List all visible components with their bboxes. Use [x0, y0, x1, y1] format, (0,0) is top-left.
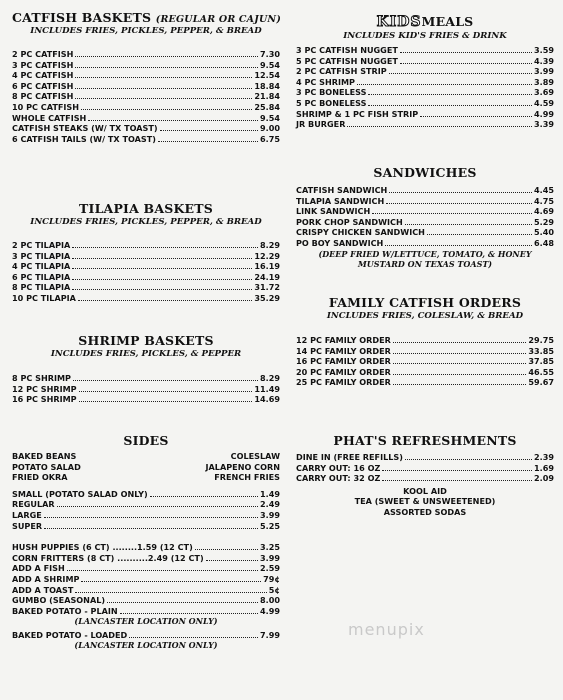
item-name: CARRY OUT: 16 OZ	[296, 462, 381, 473]
side-option-row	[12, 451, 280, 462]
item-name: ADD A SHRIMP	[12, 573, 80, 584]
refreshments-section	[296, 433, 554, 518]
item-price: 1.49	[260, 488, 280, 499]
dot-leader	[75, 88, 252, 89]
item-name: WHOLE CATFISH	[12, 112, 87, 123]
dot-leader	[73, 380, 258, 381]
menu-item-row	[296, 335, 554, 346]
dot-leader	[195, 549, 258, 550]
menu-item-row	[12, 510, 280, 521]
dot-leader	[158, 141, 258, 142]
item-name: 12 PC FAMILY ORDER	[296, 335, 391, 345]
menu-item-row	[296, 109, 554, 120]
sides-sizes	[12, 489, 280, 531]
item-name: 2 PC CATFISH STRIP	[296, 66, 387, 77]
item-name: SMALL (POTATO SALAD ONLY)	[12, 488, 148, 499]
item-price: 4.69	[534, 206, 554, 217]
menu-item-row	[12, 261, 280, 272]
menu-item-row	[12, 574, 280, 585]
item-price: 3.99	[534, 66, 554, 77]
menu-item-row	[12, 384, 280, 395]
item-price: 16.19	[254, 261, 280, 272]
item-name: 3 PC BONELESS	[296, 87, 367, 98]
item-price: 24.19	[254, 271, 280, 282]
item-name: 3 PC CATFISH NUGGET	[296, 45, 398, 55]
sides-extras	[12, 542, 280, 616]
dot-leader	[72, 279, 252, 280]
dot-leader	[393, 384, 527, 385]
item-name: PORK CHOP SANDWICH	[296, 216, 403, 227]
item-price: 3.39	[534, 119, 554, 130]
item-name: CRISPY CHICKEN SANDWICH	[296, 227, 425, 238]
item-name: GUMBO (SEASONAL)	[12, 595, 106, 606]
item-price: 1.69	[534, 462, 554, 473]
item-name: 4 PC CATFISH	[12, 70, 74, 81]
kids-title-meals: MEALS	[421, 14, 474, 29]
kids-meals-section	[296, 14, 554, 130]
side-option: FRENCH FRIES	[214, 472, 280, 483]
item-name: 20 PC FAMILY ORDER	[296, 366, 391, 377]
dot-leader	[72, 247, 258, 248]
kids-subtitle: INCLUDES KID'S FRIES & DRINK	[343, 31, 507, 41]
dot-leader	[368, 94, 532, 95]
dot-leader	[79, 401, 253, 402]
menu-item-row	[12, 113, 280, 124]
item-name: 14 PC FAMILY ORDER	[296, 345, 391, 356]
dot-leader	[386, 203, 532, 204]
dot-leader	[357, 84, 532, 85]
item-name: CORN FRITTERS (8 CT) ..........2.49 (12 CT)	[12, 552, 204, 563]
dot-leader	[372, 213, 532, 214]
side-option: FRIED OKRA	[12, 472, 68, 483]
dot-leader	[389, 192, 532, 193]
item-price: 4.99	[260, 605, 280, 616]
item-price: 6.48	[534, 237, 554, 248]
menu-item-row	[296, 346, 554, 357]
menupix-watermark: menupix	[348, 620, 425, 639]
menu-item-row	[12, 542, 280, 553]
section-title	[12, 10, 280, 25]
side-option-row	[12, 472, 280, 483]
menu-item-row	[12, 70, 280, 81]
catfish-title-note: (REGULAR OR CAJUN)	[155, 14, 282, 25]
dot-leader	[129, 637, 258, 638]
item-name: BAKED POTATO - PLAIN	[12, 605, 118, 616]
dot-leader	[393, 363, 527, 364]
item-price: 4.59	[534, 97, 554, 108]
dot-leader	[405, 459, 532, 460]
dot-leader	[160, 130, 258, 131]
tilapia-subtitle: INCLUDES FRIES, PICKLES, PEPPER, & BREAD	[30, 217, 262, 227]
catfish-title: CATFISH BASKETS	[12, 10, 152, 25]
item-price: 5.25	[260, 520, 280, 531]
dot-leader	[79, 391, 253, 392]
item-price: 29.75	[528, 335, 554, 345]
item-name: 5 PC BONELESS	[296, 97, 367, 108]
family-orders-section	[296, 295, 554, 388]
item-name: 8 PC SHRIMP	[12, 373, 71, 383]
item-name: 10 PC TILAPIA	[12, 292, 76, 303]
dot-leader	[405, 224, 532, 225]
menu-item-row	[296, 98, 554, 109]
item-name: 3 PC TILAPIA	[12, 250, 71, 261]
menu-item-row	[12, 373, 280, 384]
catfish-baskets-section	[12, 10, 280, 144]
section-title: SIDES	[123, 433, 169, 448]
sides-options	[12, 451, 280, 483]
menu-item-row	[12, 272, 280, 283]
item-price: 35.29	[254, 292, 280, 303]
item-price: 59.67	[528, 377, 554, 388]
item-price: 3.89	[534, 76, 554, 87]
menu-item-row	[12, 563, 280, 574]
item-name: 2 PC CATFISH	[12, 49, 74, 59]
item-price: 12.54	[254, 70, 280, 81]
item-price: 2.39	[534, 452, 554, 462]
menu-item-row	[296, 119, 554, 130]
item-price: 3.59	[534, 45, 554, 55]
item-price: 4.45	[534, 185, 554, 195]
menu-item-row	[12, 293, 280, 304]
item-price: 2.59	[260, 563, 280, 574]
section-title: SHRIMP BASKETS	[78, 333, 214, 348]
item-price: 3.69	[534, 87, 554, 98]
menu-item-row	[12, 585, 280, 596]
menu-item-row	[12, 394, 280, 405]
item-name: 2 PC TILAPIA	[12, 240, 71, 250]
item-name: DINE IN (FREE REFILLS)	[296, 452, 403, 462]
item-name: 4 PC TILAPIA	[12, 261, 71, 272]
dot-leader	[57, 506, 258, 507]
menu-item-row	[296, 196, 554, 207]
item-name: 8 PC TILAPIA	[12, 282, 71, 293]
item-name: 8 PC CATFISH	[12, 91, 74, 102]
dot-leader	[393, 353, 527, 354]
item-price: 8.00	[260, 595, 280, 606]
item-price: 4.75	[534, 195, 554, 206]
side-option: COLESLAW	[230, 451, 280, 461]
item-price: 37.85	[528, 356, 554, 367]
kool-aid-label: KOOL AID	[403, 485, 447, 496]
item-price: 3.25	[260, 542, 280, 553]
menu-item-row	[296, 77, 554, 88]
tilapia-baskets-section	[12, 201, 280, 304]
menu-item-row	[12, 282, 280, 293]
menu-item-row	[12, 499, 280, 510]
item-name: 4 PC SHRIMP	[296, 76, 355, 87]
menu-item-row	[12, 595, 280, 606]
item-name: 6 CATFISH TAILS (W/ TX TOAST)	[12, 133, 156, 144]
item-price: 7.30	[260, 49, 280, 59]
menu-item-row	[296, 473, 554, 484]
dot-leader	[67, 570, 258, 571]
item-name: 12 PC SHRIMP	[12, 383, 77, 394]
tilapia-items	[12, 240, 280, 304]
po-boy-note-line2: MUSTARD ON TEXAS TOAST)	[357, 259, 493, 270]
item-name: ADD A TOAST	[12, 584, 74, 595]
item-name: PO BOY SANDWICH	[296, 237, 384, 248]
menu-item-row	[296, 238, 554, 249]
dot-leader	[44, 517, 258, 518]
item-name: REGULAR	[12, 499, 55, 510]
menu-item-row	[12, 81, 280, 92]
shrimp-items	[12, 373, 280, 405]
menu-item-row	[12, 102, 280, 113]
item-price: 21.84	[254, 91, 280, 102]
item-price: 2.49	[260, 499, 280, 510]
dot-leader	[81, 109, 252, 110]
menu-item-row	[296, 356, 554, 367]
item-price: 18.84	[254, 80, 280, 91]
item-price: 46.55	[528, 366, 554, 377]
dot-leader	[400, 63, 532, 64]
item-price: 9.54	[260, 59, 280, 70]
dot-leader	[389, 73, 532, 74]
refreshment-items	[296, 452, 554, 484]
dot-leader	[75, 56, 258, 57]
dot-leader	[150, 496, 258, 497]
dot-leader	[72, 289, 252, 290]
item-price: 12.29	[254, 250, 280, 261]
item-price: 7.99	[260, 629, 280, 640]
dot-leader	[75, 98, 252, 99]
dot-leader	[72, 268, 252, 269]
item-name: ADD A FISH	[12, 563, 65, 574]
menu-item-row	[12, 553, 280, 564]
tea-label: TEA (SWEET & UNSWEETENED)	[354, 496, 496, 507]
menu-item-row	[12, 521, 280, 532]
family-items	[296, 335, 554, 388]
sandwiches-section	[296, 165, 554, 270]
dot-leader	[385, 245, 532, 246]
item-name: 16 PC FAMILY ORDER	[296, 356, 391, 367]
menu-item-row	[12, 49, 280, 60]
shrimp-baskets-section	[12, 333, 280, 405]
item-price: 31.72	[254, 282, 280, 293]
dot-leader	[400, 52, 532, 53]
item-price: 3.99	[260, 552, 280, 563]
menu-item-row	[12, 606, 280, 617]
kids-items	[296, 45, 554, 130]
dot-leader	[393, 374, 527, 375]
item-name: HUSH PUPPIES (6 CT) ........1.59 (12 CT)	[12, 542, 193, 553]
menu-item-row	[12, 60, 280, 71]
dot-leader	[368, 105, 532, 106]
item-name: BAKED POTATO - LOADED	[12, 629, 128, 640]
kids-title-graphic: KIDS	[376, 14, 422, 30]
menu-item-row	[12, 489, 280, 500]
item-name: 16 PC SHRIMP	[12, 394, 77, 405]
lancaster-note-plain: (LANCASTER LOCATION ONLY)	[74, 616, 218, 627]
item-name: 6 PC CATFISH	[12, 80, 74, 91]
item-price: 11.49	[254, 383, 280, 394]
item-name: SUPER	[12, 520, 43, 531]
dot-leader	[75, 67, 258, 68]
menu-item-row	[296, 45, 554, 56]
dot-leader	[427, 234, 532, 235]
item-price: 8.29	[260, 373, 280, 383]
menu-item-row	[296, 206, 554, 217]
dot-leader	[393, 342, 527, 343]
menu-item-row	[296, 463, 554, 474]
dot-leader	[72, 258, 252, 259]
side-option-row	[12, 462, 280, 473]
menu-item-row	[12, 91, 280, 102]
catfish-items	[12, 49, 280, 144]
item-price: 9.54	[260, 112, 280, 123]
item-price: 3.99	[260, 509, 280, 520]
sodas-label: ASSORTED SODAS	[383, 506, 467, 517]
dot-leader	[420, 116, 532, 117]
dot-leader	[206, 560, 258, 561]
side-option: BAKED BEANS	[12, 451, 77, 461]
item-name: LARGE	[12, 509, 42, 520]
menu-item-row	[296, 367, 554, 378]
section-title	[296, 14, 554, 30]
menu-item-row	[12, 123, 280, 134]
item-price: 5.29	[534, 216, 554, 227]
item-price: 5¢	[268, 584, 280, 595]
item-name: TILAPIA SANDWICH	[296, 195, 385, 206]
menu-item-row	[296, 56, 554, 67]
item-price: 79¢	[263, 573, 280, 584]
item-price: 9.00	[260, 123, 280, 134]
menu-item-row	[12, 134, 280, 145]
side-option: JALAPENO CORN	[205, 461, 280, 472]
item-price: 6.75	[260, 133, 280, 144]
menu-item-row	[12, 240, 280, 251]
section-title: PHAT'S REFRESHMENTS	[333, 433, 517, 448]
item-price: 33.85	[528, 345, 554, 356]
dot-leader	[382, 480, 532, 481]
item-name: 25 PC FAMILY ORDER	[296, 377, 391, 388]
item-price: 25.84	[254, 101, 280, 112]
menu-item-row	[296, 217, 554, 228]
loaded-potato-row	[12, 630, 280, 641]
item-price: 5.40	[534, 227, 554, 238]
item-price: 4.99	[534, 108, 554, 119]
lancaster-note-loaded: (LANCASTER LOCATION ONLY)	[74, 640, 218, 651]
item-name: LINK SANDWICH	[296, 206, 371, 217]
dot-leader	[382, 470, 532, 471]
item-price: 8.29	[260, 240, 280, 250]
item-price: 4.39	[534, 55, 554, 66]
catfish-subtitle: INCLUDES FRIES, PICKLES, PEPPER, & BREAD	[30, 26, 262, 36]
dot-leader	[347, 126, 532, 127]
item-price: 2.09	[534, 473, 554, 484]
side-option: POTATO SALAD	[12, 461, 81, 472]
menu-item-row	[296, 87, 554, 98]
item-name: SHRIMP & 1 PC FISH STRIP	[296, 108, 419, 119]
menu-item-row	[296, 66, 554, 77]
dot-leader	[81, 581, 261, 582]
item-name: 3 PC CATFISH	[12, 59, 74, 70]
dot-leader	[44, 528, 258, 529]
dot-leader	[75, 592, 266, 593]
dot-leader	[75, 77, 252, 78]
sandwich-items	[296, 185, 554, 249]
item-name: JR BURGER	[296, 119, 346, 130]
section-title: SANDWICHES	[373, 165, 477, 180]
section-title: TILAPIA BASKETS	[79, 201, 213, 216]
menu-item-row	[296, 227, 554, 238]
section-title: FAMILY CATFISH ORDERS	[328, 295, 522, 310]
menu-item-row	[296, 185, 554, 196]
sides-section	[12, 433, 280, 651]
po-boy-note-line1: (DEEP FRIED W/LETTUCE, TOMATO, & HONEY	[318, 248, 532, 259]
item-name: CATFISH SANDWICH	[296, 185, 388, 195]
item-name: 10 PC CATFISH	[12, 101, 80, 112]
dot-leader	[78, 300, 252, 301]
menu-item-row	[296, 377, 554, 388]
item-name: CATFISH STEAKS (W/ TX TOAST)	[12, 123, 158, 134]
menu-item-row	[296, 452, 554, 463]
dot-leader	[88, 120, 258, 121]
item-price: 14.69	[254, 394, 280, 405]
item-name: 5 PC CATFISH NUGGET	[296, 55, 398, 66]
menu-item-row	[12, 251, 280, 262]
item-name: 6 PC TILAPIA	[12, 271, 71, 282]
family-subtitle: INCLUDES FRIES, COLESLAW, & BREAD	[326, 311, 524, 321]
dot-leader	[107, 602, 258, 603]
shrimp-subtitle: INCLUDES FRIES, PICKLES, & PEPPER	[50, 349, 242, 359]
item-name: CARRY OUT: 32 OZ	[296, 473, 381, 484]
dot-leader	[120, 613, 258, 614]
